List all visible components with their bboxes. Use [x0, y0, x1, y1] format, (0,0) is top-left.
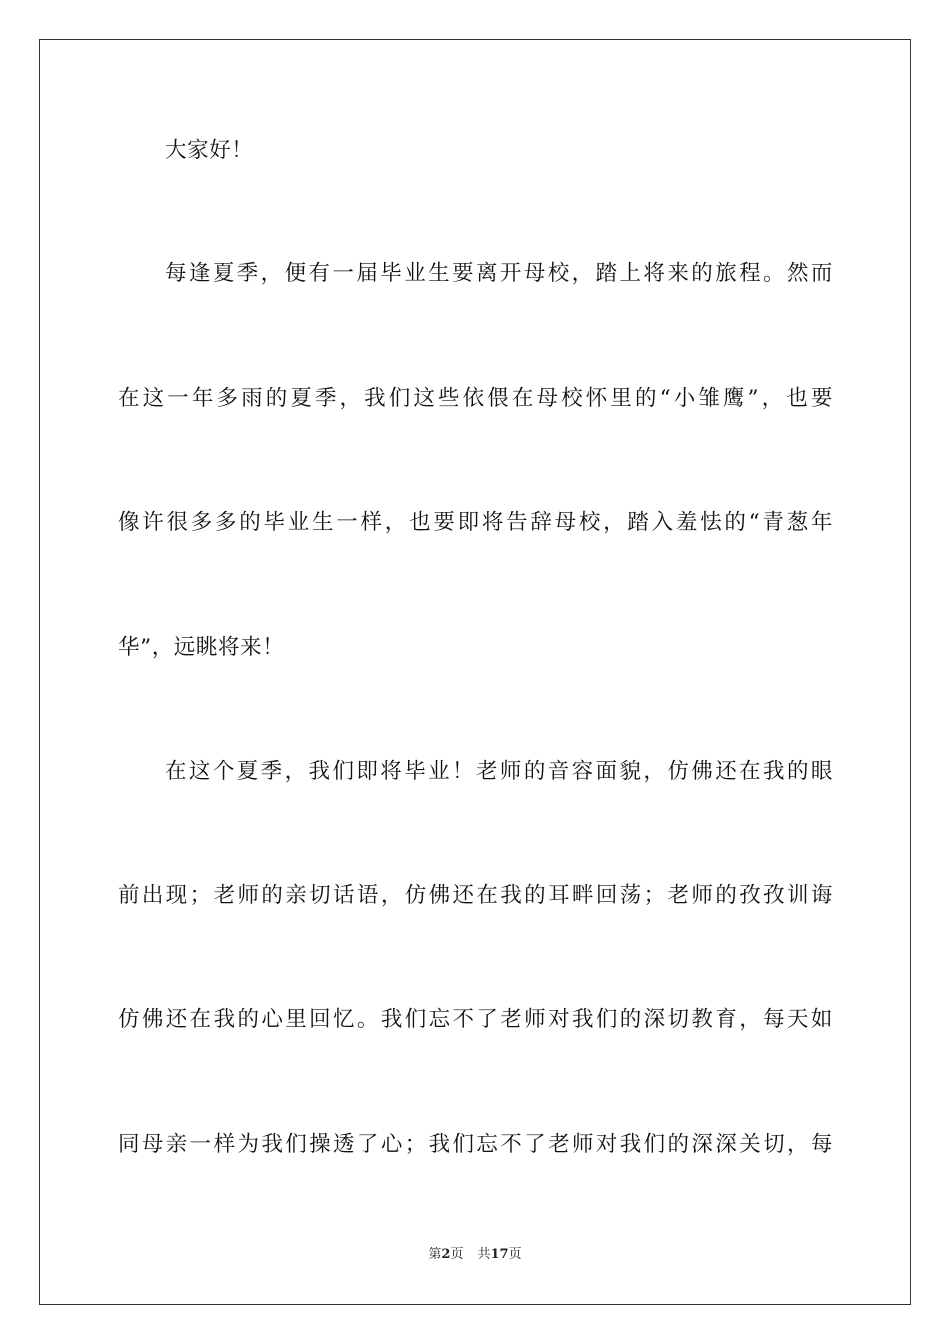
paragraph-2-line-3: 仿佛还在我的心里回忆。我们忘不了老师对我们的深切教育，每天如 [118, 1007, 833, 1032]
page-prefix: 第 [428, 1247, 442, 1262]
page-border [39, 39, 911, 1305]
paragraph-2-line-2: 前出现；老师的亲切话语，仿佛还在我的耳畔回荡；老师的孜孜训诲 [118, 883, 833, 908]
paragraph-1-line-1: 每逢夏季，便有一届毕业生要离开母校，踏上将来的旅程。然而 [165, 261, 833, 286]
total-suffix: 页 [508, 1247, 522, 1262]
total-prefix: 共 [477, 1247, 491, 1262]
paragraph-2-line-4: 同母亲一样为我们操透了心；我们忘不了老师对我们的深深关切，每 [118, 1132, 833, 1157]
page-suffix: 页 [450, 1247, 464, 1262]
page-number: 2 [441, 1247, 451, 1262]
greeting-line: 大家好！ [165, 138, 254, 163]
paragraph-1-line-3: 像许很多多的毕业生一样，也要即将告辞母校，踏入羞怯的“青葱年 [118, 510, 833, 535]
paragraph-1-line-2: 在这一年多雨的夏季，我们这些依偎在母校怀里的“小雏鹰”，也要 [118, 386, 833, 411]
paragraph-2-line-1: 在这个夏季，我们即将毕业！老师的音容面貌，仿佛还在我的眼 [165, 759, 833, 784]
total-pages: 17 [490, 1247, 509, 1262]
page-footer [0, 1246, 950, 1264]
paragraph-1-line-4: 华”，远眺将来！ [118, 635, 285, 660]
